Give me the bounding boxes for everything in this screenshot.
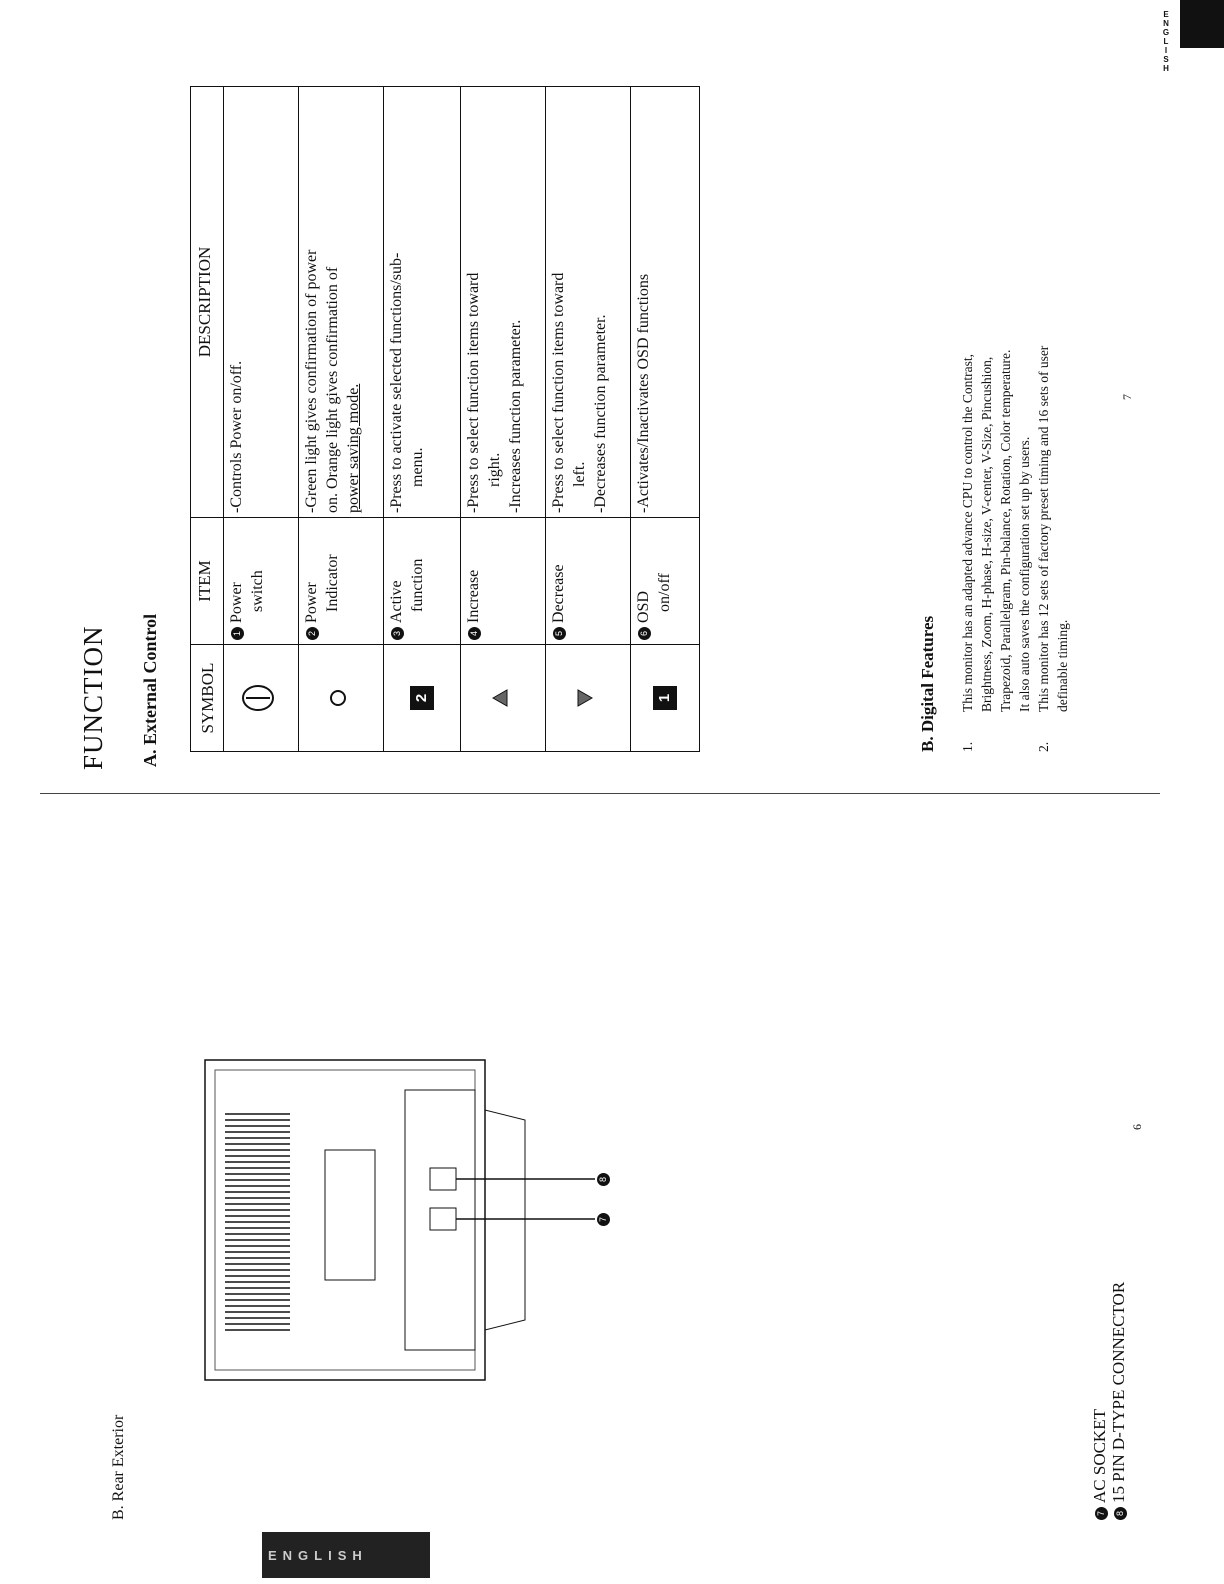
feature-line: This monitor has an adapted advance CPU to control the Contrast, [960, 353, 975, 712]
table-row [224, 87, 299, 752]
table-row [631, 87, 700, 752]
description-cell [631, 87, 700, 518]
item-cell [299, 518, 384, 645]
symbol-cell [299, 645, 384, 752]
description-cell [546, 87, 631, 518]
description-line: -Decreases function parameter. [592, 314, 609, 513]
triangle-up-icon [492, 689, 508, 707]
legend-item [1090, 1282, 1109, 1520]
item-name-line2: function [409, 558, 426, 612]
list-item [1034, 92, 1072, 752]
section-a-heading: A. External Control [140, 613, 160, 767]
table-row [384, 87, 461, 752]
legend-number: 7 [1095, 1507, 1108, 1520]
osd-button-icon: 1 [653, 686, 677, 710]
item-cell [384, 518, 461, 645]
item-number-badge: 5 [553, 627, 566, 640]
description-line: menu. [409, 447, 426, 487]
item-cell [224, 518, 299, 645]
item-number-badge: 6 [638, 627, 651, 640]
power-icon [240, 683, 276, 713]
item-number-badge: 2 [306, 627, 319, 640]
symbol-cell [461, 645, 546, 752]
item-name: Active [388, 580, 405, 623]
external-control-table [190, 86, 700, 752]
symbol-cell [384, 645, 461, 752]
legend-item [1109, 1282, 1128, 1520]
ac-socket-port [430, 1168, 456, 1190]
bottom-tab-label: ENGLISH [268, 1548, 368, 1563]
description-cell [461, 87, 546, 518]
description-line: -Green light gives confirmation of power [303, 249, 320, 513]
description-line: on. Orange light gives confirmation of [324, 266, 341, 513]
item-number-badge: 4 [468, 627, 481, 640]
legend-number: 8 [1114, 1507, 1127, 1520]
callout-8: 8 [597, 1173, 610, 1186]
description-line: -Activates/Inactivates OSD functions [635, 273, 652, 513]
list-item [958, 92, 1034, 752]
rear-exterior-diagram [195, 850, 650, 1390]
description-line: -Increases function parameter. [507, 319, 524, 513]
table-row [546, 87, 631, 752]
side-tab-label: E N G L I S H [1162, 10, 1170, 73]
description-line: left. [571, 461, 588, 487]
feature-line: Trapezoid, Parallelgram, Pin-balance, Rotation, Color temperature. [998, 349, 1013, 712]
item-name: Increase [465, 569, 482, 623]
circle-indicator-icon [328, 688, 348, 708]
description-line: -Press to activate selected functions/sub- [388, 252, 405, 513]
item-cell [631, 518, 700, 645]
legend-text: 15 PIN D-TYPE CONNECTOR [1109, 1281, 1128, 1503]
active-function-button-icon: 2 [410, 686, 434, 710]
description-line: power saving mode. [345, 383, 362, 513]
description-line: -Press to select function items toward [465, 272, 482, 513]
right-page [78, 25, 1134, 770]
item-cell [546, 518, 631, 645]
description-cell [299, 87, 384, 518]
description-cell [224, 87, 299, 518]
feature-line: This monitor has 12 sets of factory preset timing and 16 sets of user [1036, 345, 1051, 712]
feature-line: It also auto saves the configuration set up by users. [1017, 436, 1032, 712]
callout-7: 7 [597, 1213, 610, 1226]
section-b-heading: B. Digital Features [918, 615, 937, 752]
connector-port [430, 1208, 456, 1230]
side-tab-block [1180, 0, 1224, 48]
section-b-heading: B. Rear Exterior [110, 1414, 127, 1520]
item-number-badge: 3 [391, 627, 404, 640]
item-name: Decrease [550, 564, 567, 623]
symbol-cell [631, 645, 700, 752]
list-item-number: 2. [1036, 741, 1051, 752]
feature-list [958, 92, 1072, 752]
item-name: Power [228, 582, 245, 623]
legend-text: AC SOCKET [1090, 1409, 1109, 1503]
item-cell [461, 518, 546, 645]
feature-line: Brightness, Zoom, H-phase, H-size, V-center, V-Size, Pincushion, [979, 356, 994, 712]
list-item-number: 1. [960, 741, 975, 752]
description-line: right. [486, 452, 503, 487]
legend [1090, 1282, 1128, 1520]
item-name-line2: switch [249, 570, 266, 612]
header-description: DESCRIPTION [191, 87, 224, 518]
page-number: 7 [1120, 394, 1134, 400]
triangle-down-icon [577, 689, 593, 707]
table-row [461, 87, 546, 752]
item-name: OSD [635, 590, 652, 623]
monitor-rear-drawing [195, 850, 645, 1390]
left-page [80, 780, 1144, 1520]
item-name-line2: on/off [656, 573, 673, 612]
header-item: ITEM [191, 518, 224, 645]
description-cell [384, 87, 461, 518]
description-line: -Controls Power on/off. [228, 360, 245, 513]
header-symbol: SYMBOL [191, 645, 224, 752]
table-row [299, 87, 384, 752]
symbol-cell [546, 645, 631, 752]
item-number-badge: 1 [231, 627, 244, 640]
vent-grille [225, 1114, 290, 1330]
page-number: 6 [1130, 1124, 1144, 1130]
description-line: -Press to select function items toward [550, 272, 567, 513]
feature-line: definable timing. [1055, 619, 1070, 712]
item-name-line2: Indicator [324, 554, 341, 612]
page-title: FUNCTION [78, 625, 108, 770]
item-name: Power [303, 582, 320, 623]
symbol-cell [224, 645, 299, 752]
